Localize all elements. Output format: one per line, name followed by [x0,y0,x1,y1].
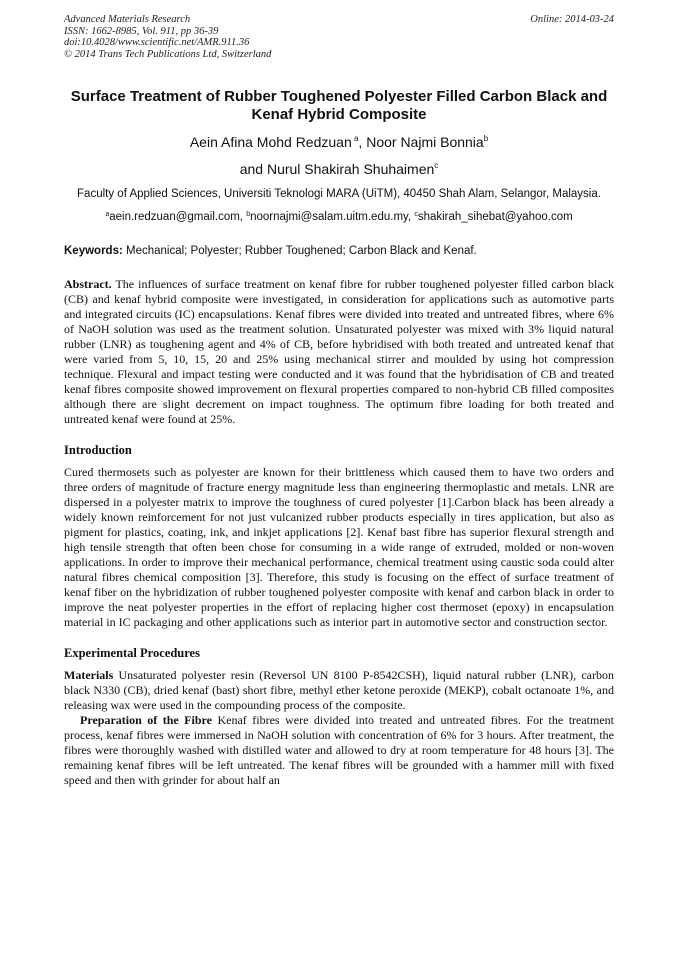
author-conjunction: and [239,161,267,177]
author-2-affil-mark: b [483,134,489,143]
keywords [64,244,614,259]
experimental-heading: Experimental Procedures [64,646,200,660]
author-line-1: Aein Afina Mohd Redzuan $^a$, Noor Najmi Bonnia$^b$ [189,134,489,150]
author-2: Noor Najmi Bonnia [366,134,484,150]
journal-copyright: © 2014 Trans Tech Publications Ltd, Switzerland [64,48,272,60]
author-emails [64,207,614,225]
author-3: Nurul Shakirah Shuhaimen [266,161,435,177]
keywords-text: Mechanical; Polyester; Rubber Toughened; Carbon Black and Kenaf. [122,245,477,257]
fibre-prep-paragraph [64,713,614,788]
email-c-mark: c [414,211,418,218]
journal-doi: doi:10.4028/www.scientific.net/AMR.911.36 [64,37,250,48]
keywords-label: Keywords: [64,245,123,257]
materials-paragraph [64,668,614,713]
author-line-2 [64,154,614,181]
abstract [64,277,614,427]
introduction-text: Cured thermosets such as polyester are known for their brittleness which caused them to have two orders and three orders of magnitude of fracture energy magnitude less than engineering thermoplastic and metals. LNR are dispersed in a polyester matrix to improve the toughness of cured polyester [1].Carbon black has been already a widely known reinforcement for not just vulcanized rubber products especially in tires application, but also as pigment for plastics, coating, ink, and inkjet applications [2]. Kenaf bast fibre has superior flexural strength and high tensile strength that often been chose for consuming in a wide range of extruded, molded or non-woven applications. In order to improve their mechanical performance, chemical treatment using caustic soda could alter natural fibres chemical composition [3]. Therefore, this study is focusing on the effect of surface treatment of kenaf fiber on the hybridization of rubber toughened polyester composite with kenaf and carbon black in order to improve the neat polyester properties in the effort of replacing higher cost thermoset (epoxy) in encapsulation material in IC packaging and other applications such as interior part in automotive sector and construction sector. [64,465,614,629]
online-date: Online: 2014-03-24 [530,14,614,25]
journal-name: Advanced Materials Research [64,14,191,25]
paper-title: Surface Treatment of Rubber Toughened Polyester Filled Carbon Black and Kenaf Hybrid Composite [70,88,608,123]
author-list [64,127,614,181]
materials-text: Unsaturated polyester resin (Reversol UN 8100 P-8542CSH), liquid natural rubber (LNR), carbon black N330 (CB), dried kenaf (bast) short fibre, methyl ether ketone peroxide (MEKP), cobalt octanoate 1%, and releasing wax were used in the compounding process of the composite. [64,668,614,712]
author-1-affil-mark: a [353,134,359,143]
author-1: Aein Afina Mohd Redzuan [189,134,352,150]
email-b[interactable]: noornajmi@salam.uitm.edu.my, [250,211,415,223]
journal-header [64,14,614,60]
abstract-label: Abstract. [64,277,112,291]
email-a-mark: a [105,211,110,218]
fibre-prep-label: Preparation of the Fibre [80,713,212,727]
email-a[interactable]: aein.redzuan@gmail.com, [109,211,247,223]
affiliation: Faculty of Applied Sciences, Universiti Teknologi MARA (UiTM), 40450 Shah Alam, Selangor, Malaysia. [77,188,601,200]
journal-issn: ISSN: 1662-8985, Vol. 911, pp 36-39 [64,25,219,37]
introduction-heading: Introduction [64,443,132,457]
email-c[interactable]: shakirah_sihebat@yahoo.com [417,211,573,223]
author-3-affil-mark: c [434,161,439,170]
email-b-mark: b [246,211,251,218]
abstract-text: The influences of surface treatment on kenaf fibre for rubber toughened polyester filled carbon black (CB) and kenaf hybrid composite were investigated, in consideration for applications such as automotive parts and integrated circuits (IC) encapsulations. Kenaf fibres were divided into treated and untreated fibres, where 6% of NaOH solution was used as the treatment solution. Unsaturated polyester was mixed with 3% liquid natural rubber (LNR) as toughening agent and 4% of CB, before hybridised with both treated and untreated kenaf that were varied from 5, 10, 15, 20 and 25% using mechanical stirrer and moulded by using hot compression technique. Flexural and impact testing were conducted and it was found that the hybridisation of CB and treated kenaf fibres composite showed improvement on flexural properties compared to non-hybrid CB filled composites although there are slight decrement on impact toughness. The optimum fibre loading for both treated and untreated kenaf were found at 25%. [64,277,614,426]
materials-label: Materials [64,668,114,682]
fibre-prep-text: Kenaf fibres were divided into treated and untreated fibres. For the treatment process, kenaf fibres were immersed in NaOH solution with concentration of 6% for 3 hours. After treatment, the fibres were thoroughly washed with distilled water and allowed to dry at room temperature for 48 hours [3]. The remaining kenaf fibres will be left untreated. The kenaf fibres will be grounded with a hammer mill with fixed speed and then with grinder for about half an [64,713,614,787]
